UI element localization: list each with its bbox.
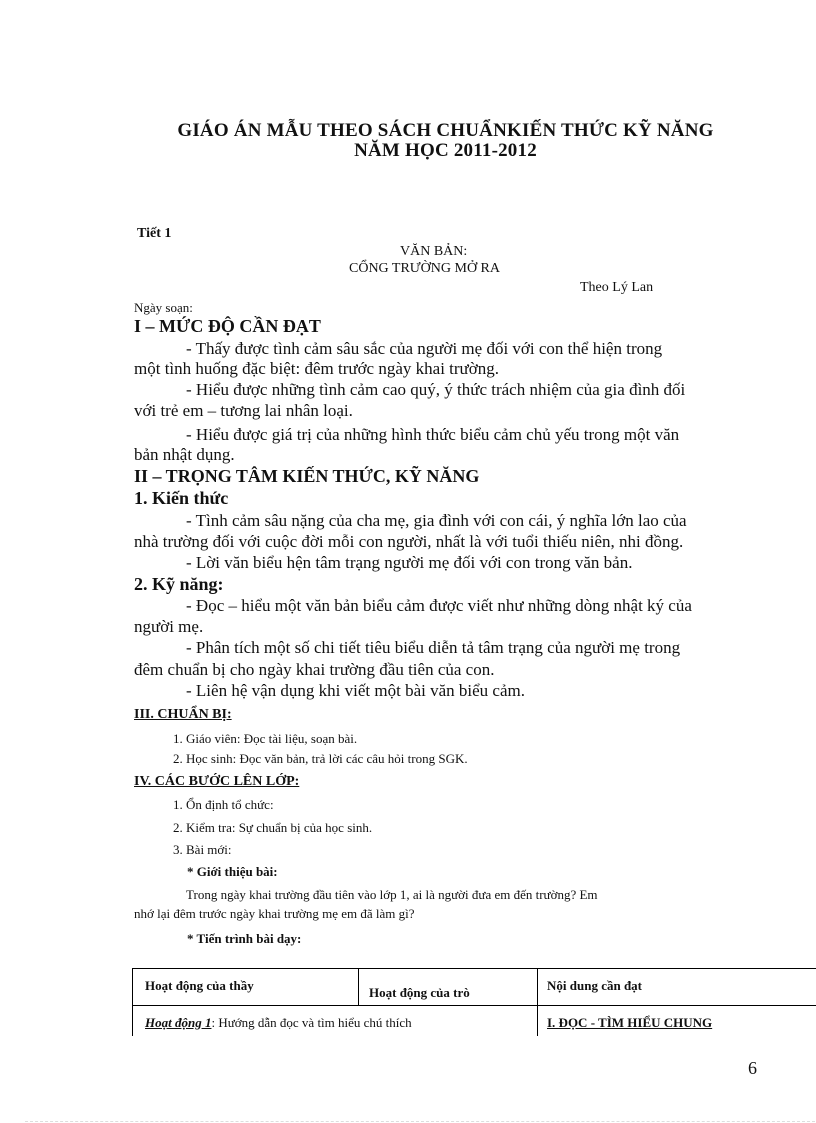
section2-subheading-knowledge: 1. Kiến thức bbox=[134, 488, 229, 508]
knowledge-2: - Lời văn biểu hện tâm trạng người mẹ đối với con trong văn bản. bbox=[186, 553, 633, 572]
knowledge-1-line2: nhà trường đối với cuộc đời mỗi con người, nhất là với tuổi thiếu niên, nhi đồng. bbox=[134, 532, 684, 551]
skill-2-line1: - Phân tích một số chi tiết tiêu biểu diễn tả tâm trạng của người mẹ trong bbox=[186, 638, 681, 657]
activity-label: Hoạt động 1 bbox=[145, 1015, 212, 1030]
section1-p1-line1: - Thấy được tình cảm sâu sắc của người mẹ đối với con thể hiện trong bbox=[186, 339, 663, 358]
progress-heading: * Tiến trình bài dạy: bbox=[187, 931, 302, 946]
document-title-line1: GIÁO ÁN MẪU THEO SÁCH CHUẨNKIẾN THỨC KỸ NĂNG bbox=[177, 120, 714, 141]
activity-text: : Hướng dẫn đọc và tìm hiểu chú thích bbox=[211, 1015, 412, 1030]
page-bottom-divider bbox=[25, 1121, 815, 1122]
date-label: Ngày soạn: bbox=[134, 300, 193, 315]
section1-heading: I – MỨC ĐỘ CẦN ĐẠT bbox=[134, 316, 321, 336]
lesson-period: Tiết 1 bbox=[137, 226, 172, 241]
section3-heading: III. CHUẨN BỊ: bbox=[134, 707, 232, 722]
page-number: 6 bbox=[748, 1058, 757, 1078]
prep-item-teacher: 1. Giáo viên: Đọc tài liệu, soạn bài. bbox=[173, 731, 358, 746]
knowledge-1-line1: - Tình cảm sâu nặng của cha mẹ, gia đình với con cái, ý nghĩa lớn lao của bbox=[186, 511, 687, 530]
intro-line1: Trong ngày khai trường đầu tiên vào lớp 1, ai là người đưa em đến trường? Em bbox=[186, 887, 598, 902]
skill-2-line2: đêm chuẩn bị cho ngày khai trường đầu tiên của con. bbox=[134, 660, 495, 679]
text-type: VĂN BẢN: bbox=[400, 244, 468, 259]
intro-heading: * Giới thiệu bài: bbox=[187, 864, 278, 879]
skill-1-line1: - Đọc – hiểu một văn bản biểu cảm được viết như những dòng nhật ký của bbox=[186, 596, 692, 615]
step-item-1: 1. Ổn định tổ chức: bbox=[173, 797, 274, 812]
table-header-content: Nội dung cần đạt bbox=[547, 978, 642, 993]
step-item-3: 3. Bài mới: bbox=[173, 842, 232, 857]
table-header-teacher: Hoạt động của thầy bbox=[145, 978, 254, 993]
intro-line2: nhớ lại đêm trước ngày khai trường mẹ em đã làm gì? bbox=[134, 906, 415, 921]
text-title: CỔNG TRƯỜNG MỞ RA bbox=[349, 261, 501, 276]
table-row1-activity bbox=[145, 1015, 412, 1031]
section1-p2-line1: - Hiểu được những tình cảm cao quý, ý thức trách nhiệm của gia đình đối bbox=[186, 380, 686, 399]
step-item-2: 2. Kiểm tra: Sự chuẩn bị của học sinh. bbox=[173, 820, 373, 835]
document-title-line2: NĂM HỌC 2011-2012 bbox=[354, 140, 537, 161]
section2-heading: II – TRỌNG TÂM KIẾN THỨC, KỸ NĂNG bbox=[134, 466, 480, 486]
skill-3: - Liên hệ vận dụng khi viết một bài văn biểu cảm. bbox=[186, 681, 525, 700]
table-row1-content: I. ĐỌC - TÌM HIỂU CHUNG bbox=[547, 1015, 713, 1030]
table-header-student: Hoạt động của trò bbox=[369, 985, 470, 1000]
text-author: Theo Lý Lan bbox=[580, 280, 654, 295]
section1-p2-line2: với trẻ em – tương lai nhân loại. bbox=[134, 401, 353, 420]
prep-item-student: 2. Học sinh: Đọc văn bản, trả lời các câu hỏi trong SGK. bbox=[173, 751, 468, 766]
section2-subheading-skills: 2. Kỹ năng: bbox=[134, 574, 224, 594]
section1-p3-line2: bản nhật dụng. bbox=[134, 445, 235, 464]
section4-heading: IV. CÁC BƯỚC LÊN LỚP: bbox=[134, 774, 300, 789]
section1-p1-line2: một tình huống đặc biệt: đêm trước ngày khai trường. bbox=[134, 359, 500, 378]
skill-1-line2: người mẹ. bbox=[134, 617, 204, 636]
section1-p3-line1: - Hiểu được giá trị của những hình thức biểu cảm chủ yếu trong một văn bbox=[186, 425, 680, 444]
